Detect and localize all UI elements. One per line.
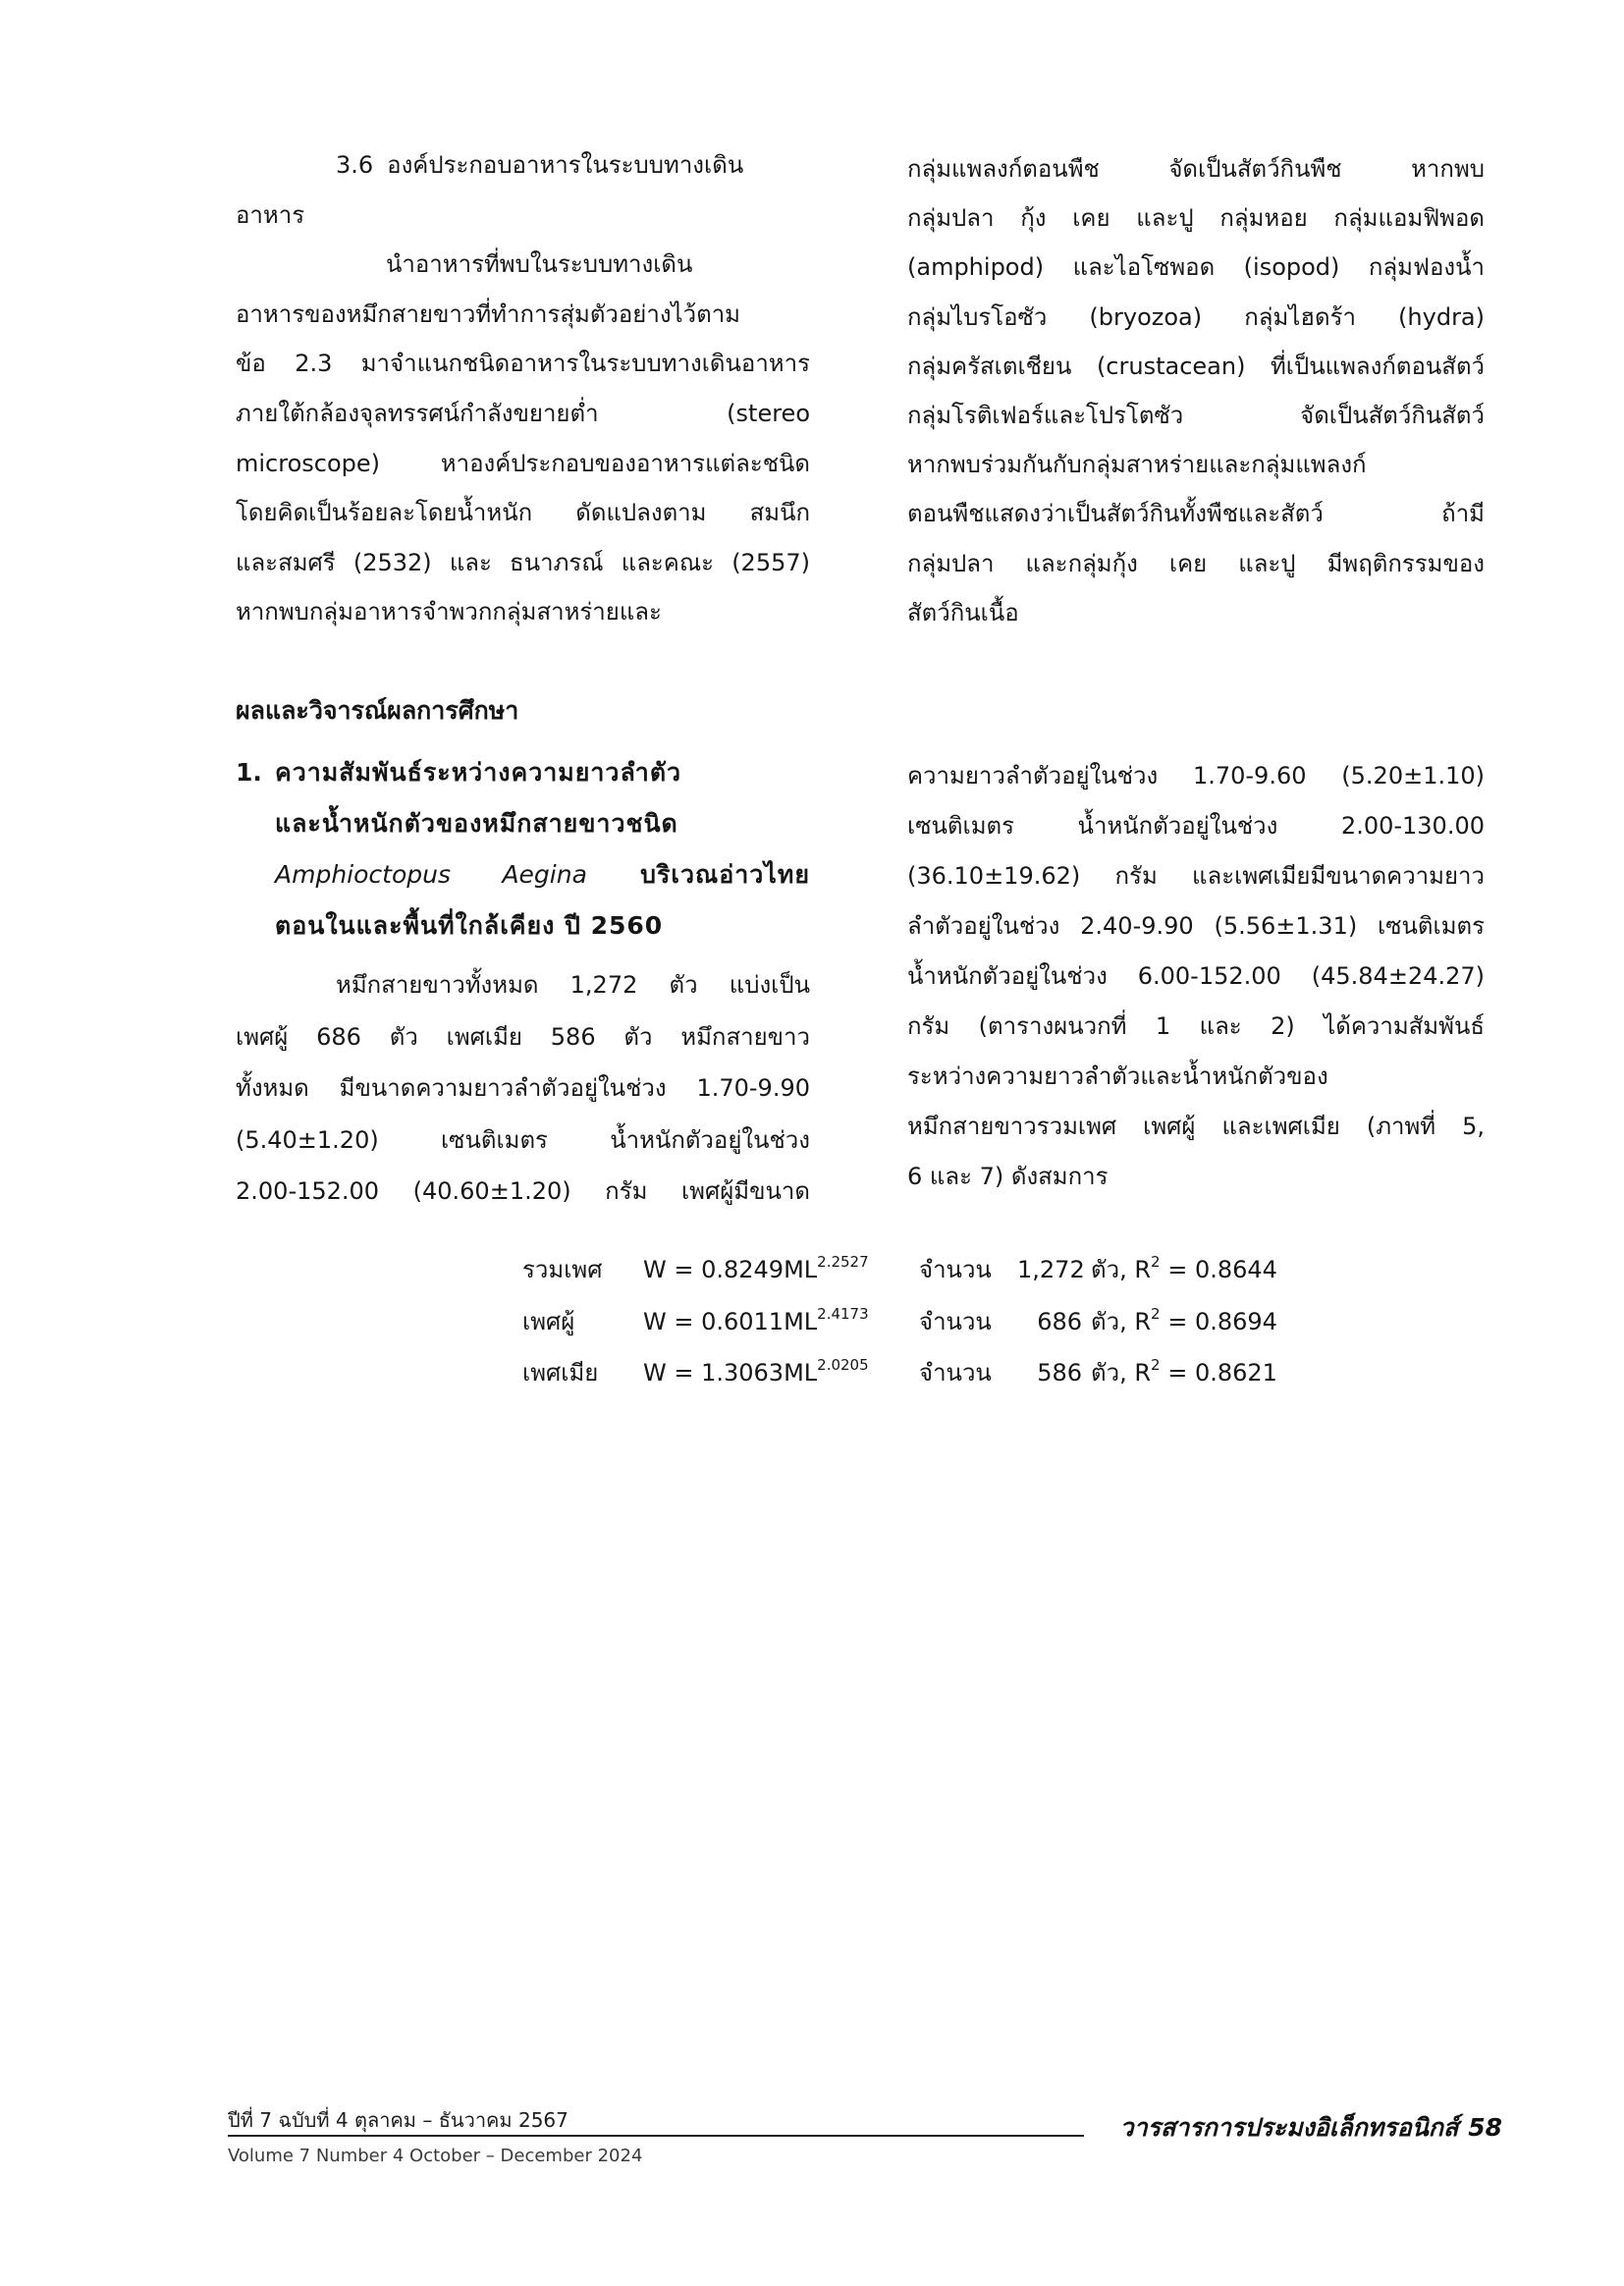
formula-exponent: 2.4173 (817, 1304, 869, 1323)
r-exponent: 2 (1151, 1356, 1161, 1374)
subsection-number: 1. (236, 758, 262, 787)
paragraph-line: โดยคิดเป็นร้อยละโดยน้ำหนัก ดัดแปลงตาม สมนึก (236, 499, 810, 527)
paragraph-line: กลุ่มโรติเฟอร์และโปรโตซัว จัดเป็นสัตว์กินสัตว์ (907, 402, 1485, 430)
paragraph-line: microscope) หาองค์ประกอบของอาหารแต่ละชนิด (236, 449, 810, 477)
equation-formula (643, 1244, 919, 1299)
count-label: จำนวน (919, 1359, 992, 1387)
paragraph-line: ทั้งหมด มีขนาดความยาวลำตัวอยู่ในช่วง 1.70-9.90 (236, 1074, 810, 1102)
equation-row-female (522, 1347, 1318, 1399)
count-unit: ตัว, (1091, 1359, 1127, 1387)
paragraph-line: อาหารของหมึกสายขาวที่ทำการสุ่มตัวอย่างไว้ตาม (236, 299, 740, 328)
paragraph-line: หากพบกลุ่มอาหารจำพวกกลุ่มสาหร่ายและ (236, 598, 662, 626)
footer-issue-thai: ปีที่ 7 ฉบับที่ 4 ตุลาคม – ธันวาคม 2567 (228, 2108, 568, 2132)
count-unit: ตัว, (1091, 1307, 1127, 1335)
paragraph-line: ระหว่างความยาวลำตัวและน้ำหนักตัวของ (907, 1061, 1328, 1090)
equation-formula (643, 1296, 919, 1351)
r-value: = 0.8621 (1167, 1359, 1277, 1387)
paragraph-line: และสมศรี (2532) และ ธนาภรณ์ และคณะ (2557) (236, 548, 810, 576)
formula-text: W = 0.6011ML (643, 1307, 818, 1335)
r-squared (1082, 1347, 1318, 1402)
formula-exponent: 2.0205 (817, 1356, 869, 1374)
species-name: Amphioctopus Aegina (275, 860, 587, 889)
count-label: จำนวน (919, 1307, 992, 1335)
formula-exponent: 2.2527 (817, 1253, 869, 1271)
r-value: = 0.8644 (1167, 1256, 1277, 1283)
section-number: 3.6 (336, 151, 374, 179)
paragraph-line: ตอนพืชแสดงว่าเป็นสัตว์กินทั้งพืชและสัตว์ ถ้ามี (907, 500, 1485, 528)
r-value: = 0.8694 (1167, 1307, 1277, 1335)
formula-text: W = 0.8249ML (643, 1256, 818, 1283)
results-heading: ผลและวิจารณ์ผลการศึกษา (236, 696, 519, 725)
paragraph-line: เพศผู้ 686 ตัว เพศเมีย 586 ตัว หมึกสายขาว (236, 1022, 810, 1051)
equation-formula (643, 1347, 919, 1402)
subsection-title-location: บริเวณอ่าวไทย (640, 860, 810, 889)
paragraph-line: กลุ่มไบรโอซัว (bryozoa) กลุ่มไฮดร้า (hydra) (907, 302, 1485, 331)
section-3-6-left-column (236, 140, 810, 637)
sample-count: 586 (1037, 1359, 1082, 1387)
r-squared (1082, 1296, 1318, 1351)
paragraph-line: หากพบร่วมกันกับกลุ่มสาหร่ายและกลุ่มแพลงก์ (907, 451, 1367, 479)
equation-label: เพศเมีย (522, 1359, 599, 1387)
paragraph-line: ความยาวลำตัวอยู่ในช่วง 1.70-9.60 (5.20±1.10) (907, 761, 1485, 789)
equation-label: รวมเพศ (522, 1256, 603, 1283)
section-title-continued: อาหาร (236, 200, 305, 229)
paragraph-line: หมึกสายขาวรวมเพศ เพศผู้ และเพศเมีย (ภาพที่ 5, (907, 1112, 1485, 1140)
paragraph-line: กลุ่มปลา และกลุ่มกุ้ง เคย และปู มีพฤติกรรมของ (907, 549, 1485, 577)
page-number: 58 (1468, 2113, 1502, 2142)
sample-count: 686 (1037, 1307, 1082, 1335)
paragraph-line: (amphipod) และไอโซพอด (isopod) กลุ่มฟองน้ำ (907, 253, 1485, 282)
subsection-title-line: ตอนในและพื้นที่ใกล้เคียง ปี 2560 (275, 911, 664, 940)
r-symbol: R (1134, 1359, 1152, 1387)
results-right-column (907, 751, 1485, 1202)
paragraph-line: (36.10±19.62) กรัม และเพศเมียมีขนาดความยาว (907, 861, 1485, 890)
sample-count: 1,272 (1017, 1256, 1085, 1283)
count-unit: ตัว, (1091, 1256, 1127, 1283)
paragraph-line: กลุ่มปลา กุ้ง เคย และปู กลุ่มหอย กลุ่มแอมฟิพอด (907, 204, 1485, 233)
paragraph-line: หมึกสายขาวทั้งหมด 1,272 ตัว แบ่งเป็น (336, 971, 810, 999)
paragraph-line: นำอาหารที่พบในระบบทางเดิน (386, 250, 693, 279)
subsection-title-line (275, 849, 810, 900)
paragraph-line: กลุ่มแพลงก์ตอนพืช จัดเป็นสัตว์กินพืช หากพบ (907, 155, 1485, 183)
paragraph-line: ภายใต้กล้องจุลทรรศน์กำลังขยายต่ำ (stereo (236, 399, 810, 427)
paragraph-line: ลำตัวอยู่ในช่วง 2.40-9.90 (5.56±1.31) เซนติเมตร (907, 911, 1485, 940)
paragraph-line: ข้อ 2.3 มาจำแนกชนิดอาหารในระบบทางเดินอาหาร (236, 350, 810, 378)
paragraph-line: เซนติเมตร น้ำหนักตัวอยู่ในช่วง 2.00-130.00 (907, 811, 1485, 840)
r-exponent: 2 (1151, 1253, 1161, 1271)
equations-block (522, 1244, 1318, 1399)
results-left-column (236, 959, 810, 1218)
footer-divider (228, 2135, 1084, 2137)
section-3-6-right-column (907, 144, 1485, 637)
paragraph-line: 2.00-152.00 (40.60±1.20) กรัม เพศผู้มีขนาด (236, 1177, 810, 1205)
equation-row-male (522, 1296, 1318, 1348)
equation-label: เพศผู้ (522, 1307, 575, 1335)
paragraph-line: กลุ่มครัสเตเชียน (crustacean) ที่เป็นแพลงก์ตอนสัตว์ (907, 352, 1485, 380)
equation-row-combined (522, 1244, 1318, 1296)
paragraph-line: กรัม (ตารางผนวกที่ 1 และ 2) ได้ความสัมพันธ์ (907, 1011, 1485, 1040)
subsection-title-line: ความสัมพันธ์ระหว่างความยาวลำตัว (275, 758, 682, 787)
r-symbol: R (1134, 1307, 1152, 1335)
paragraph-line: สัตว์กินเนื้อ (907, 598, 1019, 626)
journal-name: วารสารการประมงอิเล็กทรอนิกส์ (1119, 2113, 1459, 2142)
r-symbol: R (1134, 1256, 1152, 1283)
count-label: จำนวน (919, 1256, 992, 1283)
subsection-title (275, 747, 810, 952)
paragraph-line: น้ำหนักตัวอยู่ในช่วง 6.00-152.00 (45.84±24.27) (907, 961, 1485, 990)
footer-journal-title (1120, 2112, 1502, 2144)
footer-issue-english: Volume 7 Number 4 October – December 2024 (228, 2146, 643, 2166)
section-3-6-heading (236, 140, 810, 190)
subsection-title-line: และน้ำหนักตัวของหมึกสายขาวชนิด (275, 809, 678, 838)
paragraph-line: 6 และ 7) ดังสมการ (907, 1162, 1109, 1190)
paragraph-line: (5.40±1.20) เซนติเมตร น้ำหนักตัวอยู่ในช่วง (236, 1125, 810, 1154)
formula-text: W = 1.3063ML (643, 1359, 818, 1387)
r-exponent: 2 (1151, 1304, 1161, 1323)
section-title: องค์ประกอบอาหารในระบบทางเดิน (387, 151, 744, 179)
r-squared (1082, 1244, 1318, 1299)
